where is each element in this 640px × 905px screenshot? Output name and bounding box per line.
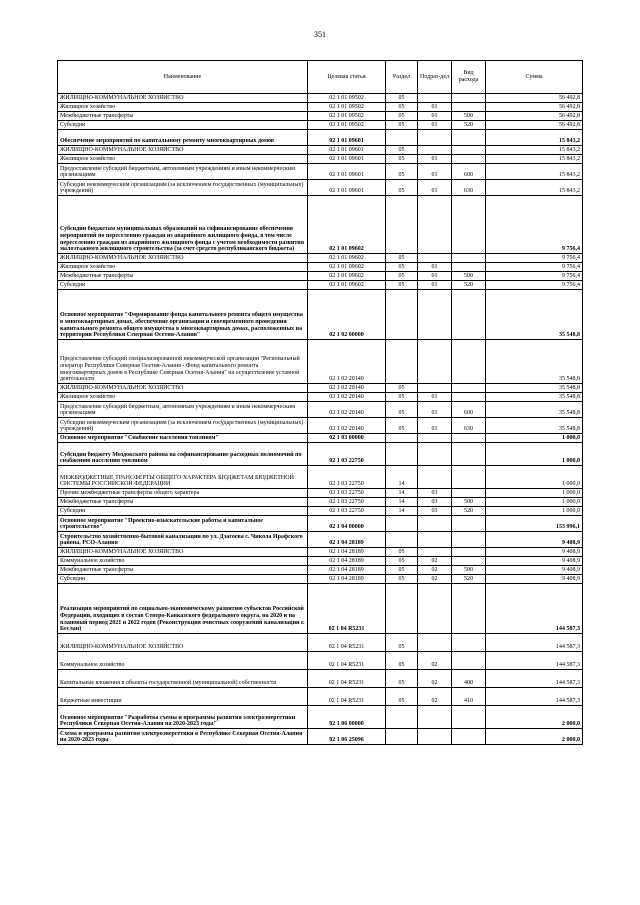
row-sum: 1 000,0 <box>486 466 583 489</box>
row-section: 05 <box>386 272 418 281</box>
row-subsection <box>418 584 452 634</box>
row-subsection: 02 <box>418 688 452 706</box>
row-sum: 15 843,2 <box>486 130 583 146</box>
row-sum: 144 587,3 <box>486 584 583 634</box>
row-subsection <box>418 532 452 548</box>
row-sum: 144 587,3 <box>486 670 583 688</box>
row-section <box>386 584 418 634</box>
row-sum: 35 548,8 <box>486 402 583 418</box>
row-code: 02 1 01 09602 <box>308 272 386 281</box>
row-sum: 35 548,8 <box>486 340 583 384</box>
table-row <box>58 532 583 548</box>
table-row <box>58 418 583 434</box>
row-code: 02 1 01 09602 <box>308 196 386 254</box>
row-expense-type <box>452 557 486 566</box>
row-code: 02 1 01 09601 <box>308 130 386 146</box>
row-name: Субсидии <box>58 121 308 130</box>
row-code: 02 1 01 09601 <box>308 146 386 155</box>
row-section: 05 <box>386 254 418 263</box>
table-row <box>58 180 583 196</box>
table-row <box>58 146 583 155</box>
row-section: 05 <box>386 94 418 103</box>
row-code: 02 1 04 28189 <box>308 532 386 548</box>
row-expense-type <box>452 94 486 103</box>
row-expense-type <box>452 393 486 402</box>
row-name: Схема и программа развития электроэнергетики в Республике Северная Осетия-Алания на 2020-2023 годы <box>58 729 308 745</box>
row-code: 02 1 04 28189 <box>308 548 386 557</box>
table-row <box>58 466 583 489</box>
row-expense-type <box>452 103 486 112</box>
row-name: Обеспечение мероприятий по капитальному ремонту многоквартирных домов <box>58 130 308 146</box>
row-code: 02 1 02 20140 <box>308 384 386 393</box>
row-name: Реализация мероприятий по социально-экономическому развитию субъектов Российской Федерации, входящих в состав Северо-Кавказского федерального округа, на 2020 и на плановый период 2021 и 2022 годов (Реконструкция очистных сооружений канализации г. Беслан) <box>58 584 308 634</box>
row-subsection: 01 <box>418 103 452 112</box>
row-subsection <box>418 443 452 466</box>
row-sum: 1 000,0 <box>486 443 583 466</box>
row-name: ЖИЛИЩНО-КОММУНАЛЬНОЕ ХОЗЯЙСТВО <box>58 146 308 155</box>
row-section: 05 <box>386 103 418 112</box>
table-row <box>58 557 583 566</box>
row-code: 02 1 01 09602 <box>308 254 386 263</box>
row-expense-type <box>452 548 486 557</box>
row-section: 05 <box>386 402 418 418</box>
row-code: 02 1 01 09601 <box>308 155 386 164</box>
column-header-code: Целевая статья <box>308 61 386 94</box>
row-code: 02 1 02 00000 <box>308 290 386 340</box>
row-expense-type: 520 <box>452 507 486 516</box>
row-name: Субсидии некоммерческим организациям (за исключением государственных (муниципальных) учреждений) <box>58 418 308 434</box>
row-sum: 9 756,4 <box>486 281 583 290</box>
row-code: 02 1 03 22750 <box>308 443 386 466</box>
row-section: 05 <box>386 393 418 402</box>
row-subsection: 02 <box>418 566 452 575</box>
row-name: Прочие межбюджетные трансферты общего характера <box>58 489 308 498</box>
table-row <box>58 729 583 745</box>
row-section: 14 <box>386 498 418 507</box>
row-code: 02 1 04 R5231 <box>308 652 386 670</box>
table-row <box>58 706 583 729</box>
row-code: 02 1 01 09502 <box>308 94 386 103</box>
row-subsection: 01 <box>418 121 452 130</box>
row-subsection <box>418 466 452 489</box>
row-section <box>386 729 418 745</box>
page-number: 351 <box>314 30 326 39</box>
row-name: ЖИЛИЩНО-КОММУНАЛЬНОЕ ХОЗЯЙСТВО <box>58 94 308 103</box>
row-code: 02 1 06 25096 <box>308 729 386 745</box>
row-section: 05 <box>386 146 418 155</box>
row-section: 05 <box>386 263 418 272</box>
row-code: 02 1 04 R5231 <box>308 634 386 652</box>
row-section: 05 <box>386 548 418 557</box>
row-subsection <box>418 196 452 254</box>
row-code: 02 1 01 09602 <box>308 263 386 272</box>
row-subsection: 01 <box>418 281 452 290</box>
row-subsection <box>418 384 452 393</box>
row-subsection: 01 <box>418 164 452 180</box>
row-expense-type <box>452 254 486 263</box>
row-expense-type <box>452 290 486 340</box>
row-subsection <box>418 706 452 729</box>
row-subsection: 01 <box>418 418 452 434</box>
column-header-section: Раздел <box>386 61 418 94</box>
budget-table <box>57 60 583 745</box>
row-section: 05 <box>386 557 418 566</box>
table-row <box>58 507 583 516</box>
row-sum: 1 000,0 <box>486 489 583 498</box>
table-row <box>58 443 583 466</box>
row-expense-type <box>452 634 486 652</box>
row-code: 02 1 04 28189 <box>308 557 386 566</box>
table-row <box>58 516 583 532</box>
row-sum: 56 492,8 <box>486 103 583 112</box>
row-section <box>386 706 418 729</box>
row-name: ЖИЛИЩНО-КОММУНАЛЬНОЕ ХОЗЯЙСТВО <box>58 254 308 263</box>
row-expense-type <box>452 263 486 272</box>
row-expense-type <box>452 584 486 634</box>
row-section <box>386 443 418 466</box>
table-row <box>58 196 583 254</box>
column-header-subsection: Подраз-дел <box>418 61 452 94</box>
row-sum: 144 587,3 <box>486 652 583 670</box>
row-subsection: 01 <box>418 402 452 418</box>
row-code: 02 1 03 00000 <box>308 434 386 443</box>
row-code: 02 1 04 R5231 <box>308 688 386 706</box>
table-row <box>58 112 583 121</box>
row-sum: 35 548,8 <box>486 393 583 402</box>
row-sum: 2 000,0 <box>486 706 583 729</box>
row-subsection: 01 <box>418 112 452 121</box>
table-row <box>58 263 583 272</box>
row-expense-type: 500 <box>452 272 486 281</box>
table-row <box>58 434 583 443</box>
row-code: 02 1 03 22750 <box>308 498 386 507</box>
table-row <box>58 652 583 670</box>
row-sum: 35 548,8 <box>486 290 583 340</box>
table-row <box>58 281 583 290</box>
row-name: Субсидии <box>58 281 308 290</box>
row-expense-type <box>452 196 486 254</box>
row-expense-type <box>452 706 486 729</box>
row-code: 02 1 06 00000 <box>308 706 386 729</box>
row-subsection: 03 <box>418 507 452 516</box>
row-section: 05 <box>386 281 418 290</box>
row-expense-type <box>452 155 486 164</box>
row-sum: 9 408,9 <box>486 557 583 566</box>
table-row <box>58 94 583 103</box>
row-code: 02 1 04 R5231 <box>308 670 386 688</box>
row-expense-type <box>452 384 486 393</box>
row-expense-type <box>452 146 486 155</box>
row-expense-type <box>452 443 486 466</box>
row-name: Основное мероприятие "Разработка схемы и программы развития электроэнергетики Республики Северная Осетия-Алания на 2020-2023 годы" <box>58 706 308 729</box>
row-section <box>386 434 418 443</box>
row-subsection <box>418 516 452 532</box>
row-section: 05 <box>386 164 418 180</box>
row-expense-type: 600 <box>452 402 486 418</box>
row-expense-type: 630 <box>452 180 486 196</box>
row-sum: 1 000,0 <box>486 434 583 443</box>
table-row <box>58 155 583 164</box>
row-expense-type: 520 <box>452 575 486 584</box>
table-row <box>58 164 583 180</box>
table-row <box>58 489 583 498</box>
row-section: 05 <box>386 566 418 575</box>
row-expense-type: 630 <box>452 418 486 434</box>
column-header-sum: Сумма <box>486 61 583 94</box>
row-name: МЕЖБЮДЖЕТНЫЕ ТРАНСФЕРТЫ ОБЩЕГО ХАРАКТЕРА БЮДЖЕТАМ БЮДЖЕТНОЙ СИСТЕМЫ РОССИЙСКОЙ ФЕДЕРАЦИИ <box>58 466 308 489</box>
table-row <box>58 566 583 575</box>
row-name: Субсидии бюджетам муниципальных образований на софинансирование обеспечения мероприятий по переселению граждан из аварийного жилищного фонда, в том числе переселению граждан из аварийного жилищного фонда с учетом необходимости развития малоэтажного жилищного строительства (за счет средств республиканского бюджета) <box>58 196 308 254</box>
table-row <box>58 498 583 507</box>
row-sum: 15 843,2 <box>486 164 583 180</box>
table-row <box>58 254 583 263</box>
row-expense-type: 410 <box>452 688 486 706</box>
row-code: 02 1 02 20140 <box>308 418 386 434</box>
row-expense-type <box>452 340 486 384</box>
row-code: 02 1 04 00000 <box>308 516 386 532</box>
table-row <box>58 290 583 340</box>
row-subsection <box>418 434 452 443</box>
row-name: Субсидии некоммерческим организациям (за исключением государственных (муниципальных) учреждений) <box>58 180 308 196</box>
row-code: 02 1 01 09601 <box>308 164 386 180</box>
row-name: Жилищное хозяйство <box>58 155 308 164</box>
row-sum: 56 492,8 <box>486 112 583 121</box>
row-sum: 35 548,8 <box>486 418 583 434</box>
row-expense-type: 520 <box>452 281 486 290</box>
row-section: 05 <box>386 688 418 706</box>
row-expense-type <box>452 489 486 498</box>
row-name: ЖИЛИЩНО-КОММУНАЛЬНОЕ ХОЗЯЙСТВО <box>58 384 308 393</box>
table-row <box>58 103 583 112</box>
row-sum: 153 996,1 <box>486 516 583 532</box>
row-expense-type: 600 <box>452 164 486 180</box>
row-code: 02 1 01 09502 <box>308 103 386 112</box>
row-sum: 144 587,3 <box>486 634 583 652</box>
row-subsection: 01 <box>418 155 452 164</box>
row-subsection: 01 <box>418 180 452 196</box>
row-expense-type: 500 <box>452 566 486 575</box>
row-code: 02 1 01 09601 <box>308 180 386 196</box>
row-expense-type <box>452 532 486 548</box>
row-section: 05 <box>386 418 418 434</box>
row-name: Основное мероприятие "Снабжение населения топливом" <box>58 434 308 443</box>
row-name: Межбюджетные трансферты <box>58 566 308 575</box>
row-code: 02 1 04 R5231 <box>308 584 386 634</box>
row-sum: 144 587,3 <box>486 688 583 706</box>
row-section: 05 <box>386 112 418 121</box>
table-row <box>58 575 583 584</box>
row-code: 02 1 03 22750 <box>308 466 386 489</box>
column-header-expense-type: Вид расхода <box>452 61 486 94</box>
row-section: 14 <box>386 466 418 489</box>
row-section <box>386 516 418 532</box>
row-section: 05 <box>386 384 418 393</box>
row-subsection: 01 <box>418 272 452 281</box>
row-name: Жилищное хозяйство <box>58 263 308 272</box>
row-sum: 35 548,8 <box>486 384 583 393</box>
row-name: ЖИЛИЩНО-КОММУНАЛЬНОЕ ХОЗЯЙСТВО <box>58 548 308 557</box>
row-expense-type <box>452 729 486 745</box>
row-sum: 15 843,2 <box>486 180 583 196</box>
row-section: 05 <box>386 634 418 652</box>
row-sum: 9 756,4 <box>486 254 583 263</box>
row-name: Бюджетные инвестиции <box>58 688 308 706</box>
row-expense-type <box>452 516 486 532</box>
row-subsection <box>418 130 452 146</box>
row-sum: 2 000,0 <box>486 729 583 745</box>
row-subsection <box>418 548 452 557</box>
row-section <box>386 130 418 146</box>
row-section: 05 <box>386 121 418 130</box>
row-sum: 9 408,9 <box>486 532 583 548</box>
row-expense-type: 520 <box>452 121 486 130</box>
table-body <box>58 94 583 745</box>
row-sum: 15 843,2 <box>486 155 583 164</box>
table-row <box>58 121 583 130</box>
column-header-name: Наименование <box>58 61 308 94</box>
row-subsection <box>418 634 452 652</box>
row-subsection: 02 <box>418 670 452 688</box>
table-row <box>58 130 583 146</box>
table-row <box>58 272 583 281</box>
row-section <box>386 532 418 548</box>
row-name: Предоставление субсидий бюджетным, автономным учреждениям и иным некоммерческим организациям <box>58 402 308 418</box>
row-sum: 9 756,4 <box>486 196 583 254</box>
row-sum: 9 756,4 <box>486 272 583 281</box>
row-subsection: 02 <box>418 652 452 670</box>
row-section: 05 <box>386 155 418 164</box>
row-code: 02 1 02 20140 <box>308 340 386 384</box>
row-expense-type: 400 <box>452 670 486 688</box>
row-subsection: 02 <box>418 557 452 566</box>
table-row <box>58 393 583 402</box>
row-section: 14 <box>386 489 418 498</box>
row-name: Межбюджетные трансферты <box>58 112 308 121</box>
table-row <box>58 340 583 384</box>
row-name: Межбюджетные трансферты <box>58 272 308 281</box>
row-name: Субсидии бюджету Моздокского района на софинансирование расходных полномочий по снабжению населения топливом <box>58 443 308 466</box>
row-expense-type: 500 <box>452 112 486 121</box>
row-subsection <box>418 290 452 340</box>
row-name: Жилищное хозяйство <box>58 103 308 112</box>
table-row <box>58 688 583 706</box>
row-subsection: 02 <box>418 575 452 584</box>
row-section: 05 <box>386 575 418 584</box>
row-name: Межбюджетные трансферты <box>58 498 308 507</box>
row-name: Субсидии <box>58 507 308 516</box>
row-sum: 1 000,0 <box>486 507 583 516</box>
row-subsection: 03 <box>418 489 452 498</box>
row-expense-type <box>452 466 486 489</box>
row-code: 02 1 01 09502 <box>308 112 386 121</box>
row-code: 02 1 01 09502 <box>308 121 386 130</box>
row-subsection <box>418 94 452 103</box>
row-code: 02 1 02 20140 <box>308 402 386 418</box>
row-sum: 56 492,8 <box>486 94 583 103</box>
table-row <box>58 384 583 393</box>
row-sum: 9 408,9 <box>486 575 583 584</box>
row-section <box>386 340 418 384</box>
row-subsection: 01 <box>418 393 452 402</box>
row-sum: 56 492,8 <box>486 121 583 130</box>
row-expense-type: 500 <box>452 498 486 507</box>
row-subsection: 03 <box>418 498 452 507</box>
table-row <box>58 584 583 634</box>
row-name: ЖИЛИЩНО-КОММУНАЛЬНОЕ ХОЗЯЙСТВО <box>58 634 308 652</box>
row-name: Предоставление субсидий бюджетным, автономным учреждениям и иным некоммерческим организациям <box>58 164 308 180</box>
table-row <box>58 634 583 652</box>
row-section: 05 <box>386 180 418 196</box>
row-name: Основное мероприятие "Формирование фонда капитального ремонта общего имущества в многоквартирных домах, обеспечение организации и своевременного проведения капитального ремонта общего имущества в многоквартирных домах, расположенных на территории Республики Северная Осетия-Алания" <box>58 290 308 340</box>
row-subsection <box>418 340 452 384</box>
row-section <box>386 290 418 340</box>
row-name: Жилищное хозяйство <box>58 393 308 402</box>
row-sum: 1 000,0 <box>486 498 583 507</box>
row-name: Основное мероприятие "Проектно-изыскательские работы и капитальное строительство" <box>58 516 308 532</box>
row-code: 02 1 03 22750 <box>308 489 386 498</box>
table-row <box>58 402 583 418</box>
row-subsection <box>418 146 452 155</box>
row-name: Предоставление субсидий специализированной некоммерческой организации "Региональный оператор Республики Северная Осетия-Алания - Фонд капитального ремонта многоквартирных домов в Республике Северная Осетия-Алания" на осуществление уставной деятельности <box>58 340 308 384</box>
row-name: Коммунальное хозяйство <box>58 557 308 566</box>
row-name: Строительство хозяйственно-бытовой канализации по ул. Дзагоева с. Чикола Ирафского района, РСО-Алания <box>58 532 308 548</box>
row-code: 02 1 04 28189 <box>308 575 386 584</box>
row-subsection <box>418 254 452 263</box>
row-sum: 9 756,4 <box>486 263 583 272</box>
row-expense-type <box>452 652 486 670</box>
row-section <box>386 196 418 254</box>
row-section: 05 <box>386 670 418 688</box>
table-row <box>58 670 583 688</box>
row-code: 02 1 03 22750 <box>308 507 386 516</box>
row-expense-type <box>452 434 486 443</box>
row-code: 02 1 02 20140 <box>308 393 386 402</box>
row-sum: 9 408,9 <box>486 566 583 575</box>
row-section: 05 <box>386 652 418 670</box>
row-code: 02 1 04 28189 <box>308 566 386 575</box>
row-expense-type <box>452 130 486 146</box>
row-name: Субсидии <box>58 575 308 584</box>
row-sum: 15 843,2 <box>486 146 583 155</box>
table-row <box>58 548 583 557</box>
table-header-row <box>58 61 583 94</box>
row-code: 02 1 01 09602 <box>308 281 386 290</box>
row-subsection <box>418 729 452 745</box>
row-section: 14 <box>386 507 418 516</box>
row-sum: 9 408,9 <box>486 548 583 557</box>
row-name: Коммунальное хозяйство <box>58 652 308 670</box>
row-name: Капитальные вложения в объекты государственной (муниципальной) собственности <box>58 670 308 688</box>
row-subsection: 01 <box>418 263 452 272</box>
